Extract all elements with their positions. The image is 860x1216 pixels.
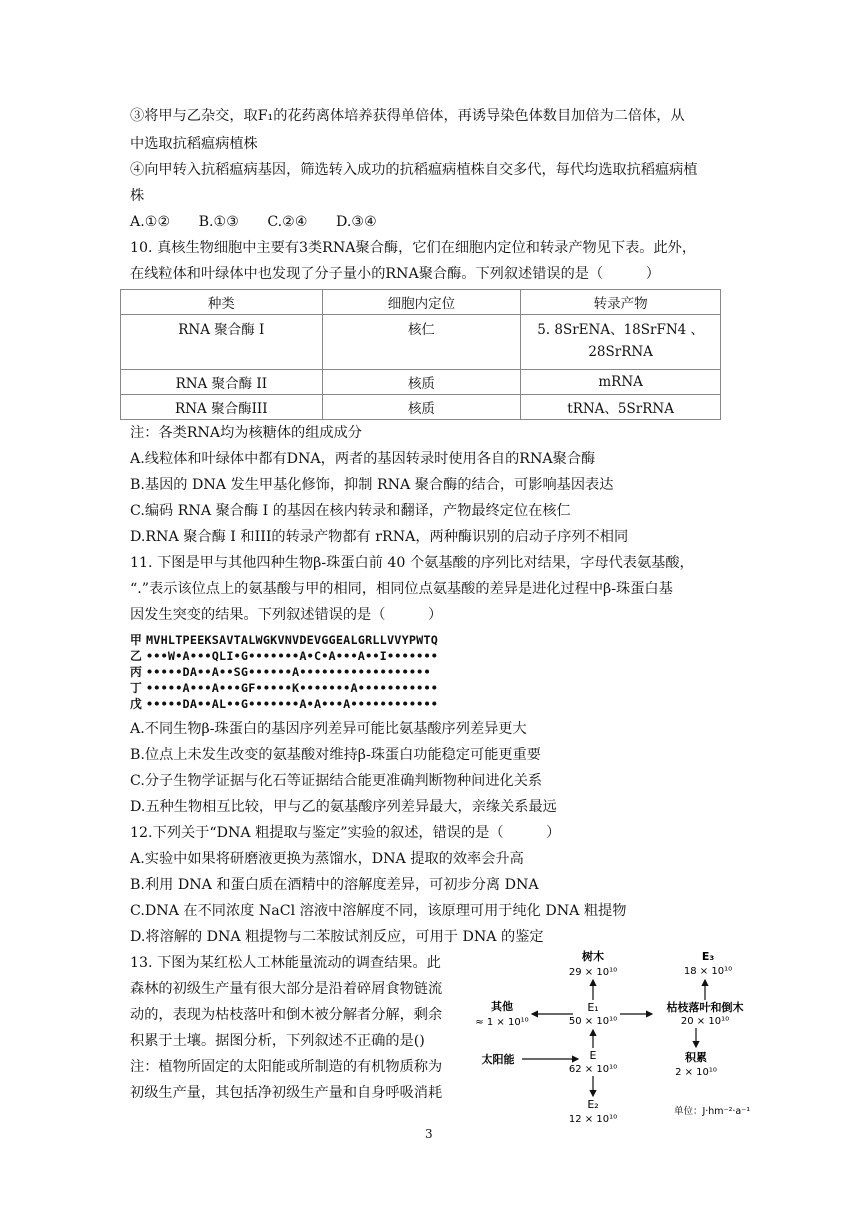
q13-note-line1: 注：植物所固定的太阳能或所制造的有机物质称为 [130, 1059, 443, 1075]
sequence-label: 乙 [130, 649, 142, 663]
other-value: ≈ 1 × 10¹⁰ [475, 1017, 529, 1028]
sequence-label: 甲 [130, 633, 142, 647]
e3-value: 18 × 10¹⁰ [683, 966, 733, 977]
q13-stem-line3: 动的，表现为枯枝落叶和倒木被分解者分解，剩余 [130, 1007, 443, 1023]
table-cell [521, 315, 721, 370]
litter-value: 20 × 10¹⁰ [680, 1016, 730, 1027]
accumulation-value: 2 × 10¹⁰ [675, 1067, 717, 1078]
q12-option-a: A.实验中如果将研磨液更换为蒸馏水，DNA 提取的效率会升高 [130, 851, 524, 867]
table-row [121, 395, 721, 420]
q13-stem-line1: 13. 下图为某红松人工林能量流动的调查结果。此 [130, 955, 441, 971]
table-cell: 核质 [322, 395, 521, 420]
table-cell: tRNA、5SrRNA [521, 395, 721, 420]
sequence-row [130, 633, 438, 648]
table-header-row [121, 290, 721, 315]
table-header-cell: 转录产物 [521, 290, 721, 315]
sequence-label: 丙 [130, 665, 142, 679]
table-header-cell: 种类 [121, 290, 323, 315]
q10-option-c: C.编码 RNA 聚合酶 I 的基因在核内转录和翻译，产物最终定位在核仁 [130, 503, 571, 519]
sequence-row [130, 681, 438, 696]
e-value: 62 × 10¹⁰ [568, 1064, 618, 1075]
e2-label: E₂ [587, 1098, 599, 1111]
rna-polymerase-table [120, 289, 721, 420]
table-cell: 核质 [322, 370, 521, 395]
table-note: 注：各类RNA均为核糖体的组成成分 [130, 425, 362, 441]
q11-stem-line2: “.”表示该位点上的氨基酸与甲的相同，相同位点氨基酸的差异是进化过程中β-珠蛋白基 [130, 581, 673, 597]
sequence-row [130, 697, 438, 712]
q11-stem-line1: 11. 下图是甲与其他四种生物β-珠蛋白前 40 个氨基酸的序列比对结果，字母代表氨基酸， [130, 555, 694, 571]
q13-note-line2: 初级生产量，其包括净初级生产量和自身呼吸消耗 [130, 1085, 443, 1101]
sequence-label: 丁 [130, 681, 142, 695]
tree-value: 29 × 10¹⁰ [568, 967, 618, 978]
sequence-row [130, 649, 438, 664]
table-header-cell: 细胞内定位 [322, 290, 521, 315]
q9-option4-line1: ④向甲转入抗稻瘟病基因，筛选转入成功的抗稻瘟病植株自交多代，每代均选取抗稻瘟病植 [130, 162, 698, 178]
table-cell: RNA 聚合酶 I [121, 315, 323, 370]
q12-option-c: C.DNA 在不同浓度 NaCl 溶液中溶解度不同，该原理可用于纯化 DNA 粗提物 [130, 903, 627, 919]
q12-stem: 12.下列关于“DNA 粗提取与鉴定”实验的叙述，错误的是（ ） [130, 825, 561, 841]
e3-label: E₃ [701, 950, 715, 963]
q10-option-a: A.线粒体和叶绿体中都有DNA，两者的基因转录时使用各自的RNA聚合酶 [130, 451, 596, 467]
unit-label: 单位：J·hm⁻²·a⁻¹ [673, 1106, 751, 1117]
table-cell: RNA 聚合酶 II [121, 370, 323, 395]
sequence-string: •••••DA••A••SG••••••A•••••••••••••••••• [146, 665, 431, 679]
table-cell-line: 5. 8SrENA、18SrFN4 、 [537, 322, 705, 338]
table-cell: 核仁 [322, 315, 521, 370]
q11-option-d: D.五种生物相互比较，甲与乙的氨基酸序列差异最大，亲缘关系最远 [130, 799, 557, 815]
sequence-string: •••••DA••AL••G•••••••A•A•••A•••••••••••• [146, 697, 439, 711]
page-number: 3 [425, 1127, 433, 1141]
q13-stem-line2: 森林的初级生产量有很大部分是沿着碎屑食物链流 [130, 981, 443, 997]
table-row [121, 315, 721, 370]
q12-option-d: D.将溶解的 DNA 粗提物与二苯胺试剂反应，可用于 DNA 的鉴定 [130, 929, 544, 945]
e-label: E [589, 1049, 597, 1062]
q9-option3-line2: 中选取抗稻瘟病植株 [130, 136, 258, 152]
q10-stem-line1: 10. 真核生物细胞中主要有3类RNA聚合酶，它们在细胞内定位和转录产物见下表。此外， [130, 240, 697, 256]
energy-flow-diagram [470, 948, 760, 1130]
table-row [121, 370, 721, 395]
sequence-row [130, 665, 431, 680]
q11-option-c: C.分子生物学证据与化石等证据结合能更准确判断物种间进化关系 [130, 773, 543, 789]
sequence-string: •••••A•••A•••GF•••••K•••••••A••••••••••• [146, 681, 439, 695]
e2-value: 12 × 10¹⁰ [568, 1114, 618, 1125]
e1-value: 50 × 10¹⁰ [568, 1016, 618, 1027]
q11-option-a: A.不同生物β-珠蛋白的基因序列差异可能比氨基酸序列差异更大 [130, 721, 527, 737]
q11-stem-line3: 因发生突变的结果。下列叙述错误的是（ ） [130, 607, 443, 623]
accumulation-label: 积累 [685, 1051, 707, 1064]
q13-stem-line4: 积累于土壤。据图分析，下列叙述不正确的是() [130, 1033, 425, 1049]
q9-option3-line1: ③将甲与乙杂交，取F₁的花药离体培养获得单倍体，再诱导染色体数目加倍为二倍体，从 [130, 108, 685, 124]
q12-option-b: B.利用 DNA 和蛋白质在酒精中的溶解度差异，可初步分离 DNA [130, 877, 539, 893]
sequence-label: 戊 [130, 697, 142, 711]
sun-label: 太阳能 [481, 1053, 515, 1066]
e1-label: E₁ [587, 1001, 599, 1014]
q9-option4-line2: 株 [130, 188, 145, 204]
q11-option-b: B.位点上未发生改变的氨基酸对维持β-珠蛋白功能稳定可能更重要 [130, 747, 541, 763]
q10-option-d: D.RNA 聚合酶 I 和III的转录产物都有 rRNA，两种酶识别的启动子序列不相同 [130, 529, 629, 545]
tree-label: 树木 [582, 950, 604, 963]
sequence-string: •••W•A•••QLI•G•••••••A•C•A•••A••I••••••• [146, 649, 439, 663]
q10-option-b: B.基因的 DNA 发生甲基化修饰，抑制 RNA 聚合酶的结合，可影响基因表达 [130, 477, 614, 493]
q9-answer-choices: A.①② B.①③ C.②④ D.③④ [130, 214, 377, 230]
other-label: 其他 [491, 1000, 513, 1013]
q10-stem-line2: 在线粒体和叶绿体中也发现了分子量小的RNA聚合酶。下列叙述错误的是（ ） [130, 266, 660, 282]
table-cell: RNA 聚合酶III [121, 395, 323, 420]
table-cell: mRNA [521, 370, 721, 395]
table-cell-line: 28SrRNA [588, 344, 653, 360]
litter-label: 枯枝落叶和倒木 [666, 1001, 744, 1014]
sequence-string: MVHLTPEEKSAVTALWGKVNVDEVGGEALGRLLVVYPWTQ [146, 633, 439, 647]
